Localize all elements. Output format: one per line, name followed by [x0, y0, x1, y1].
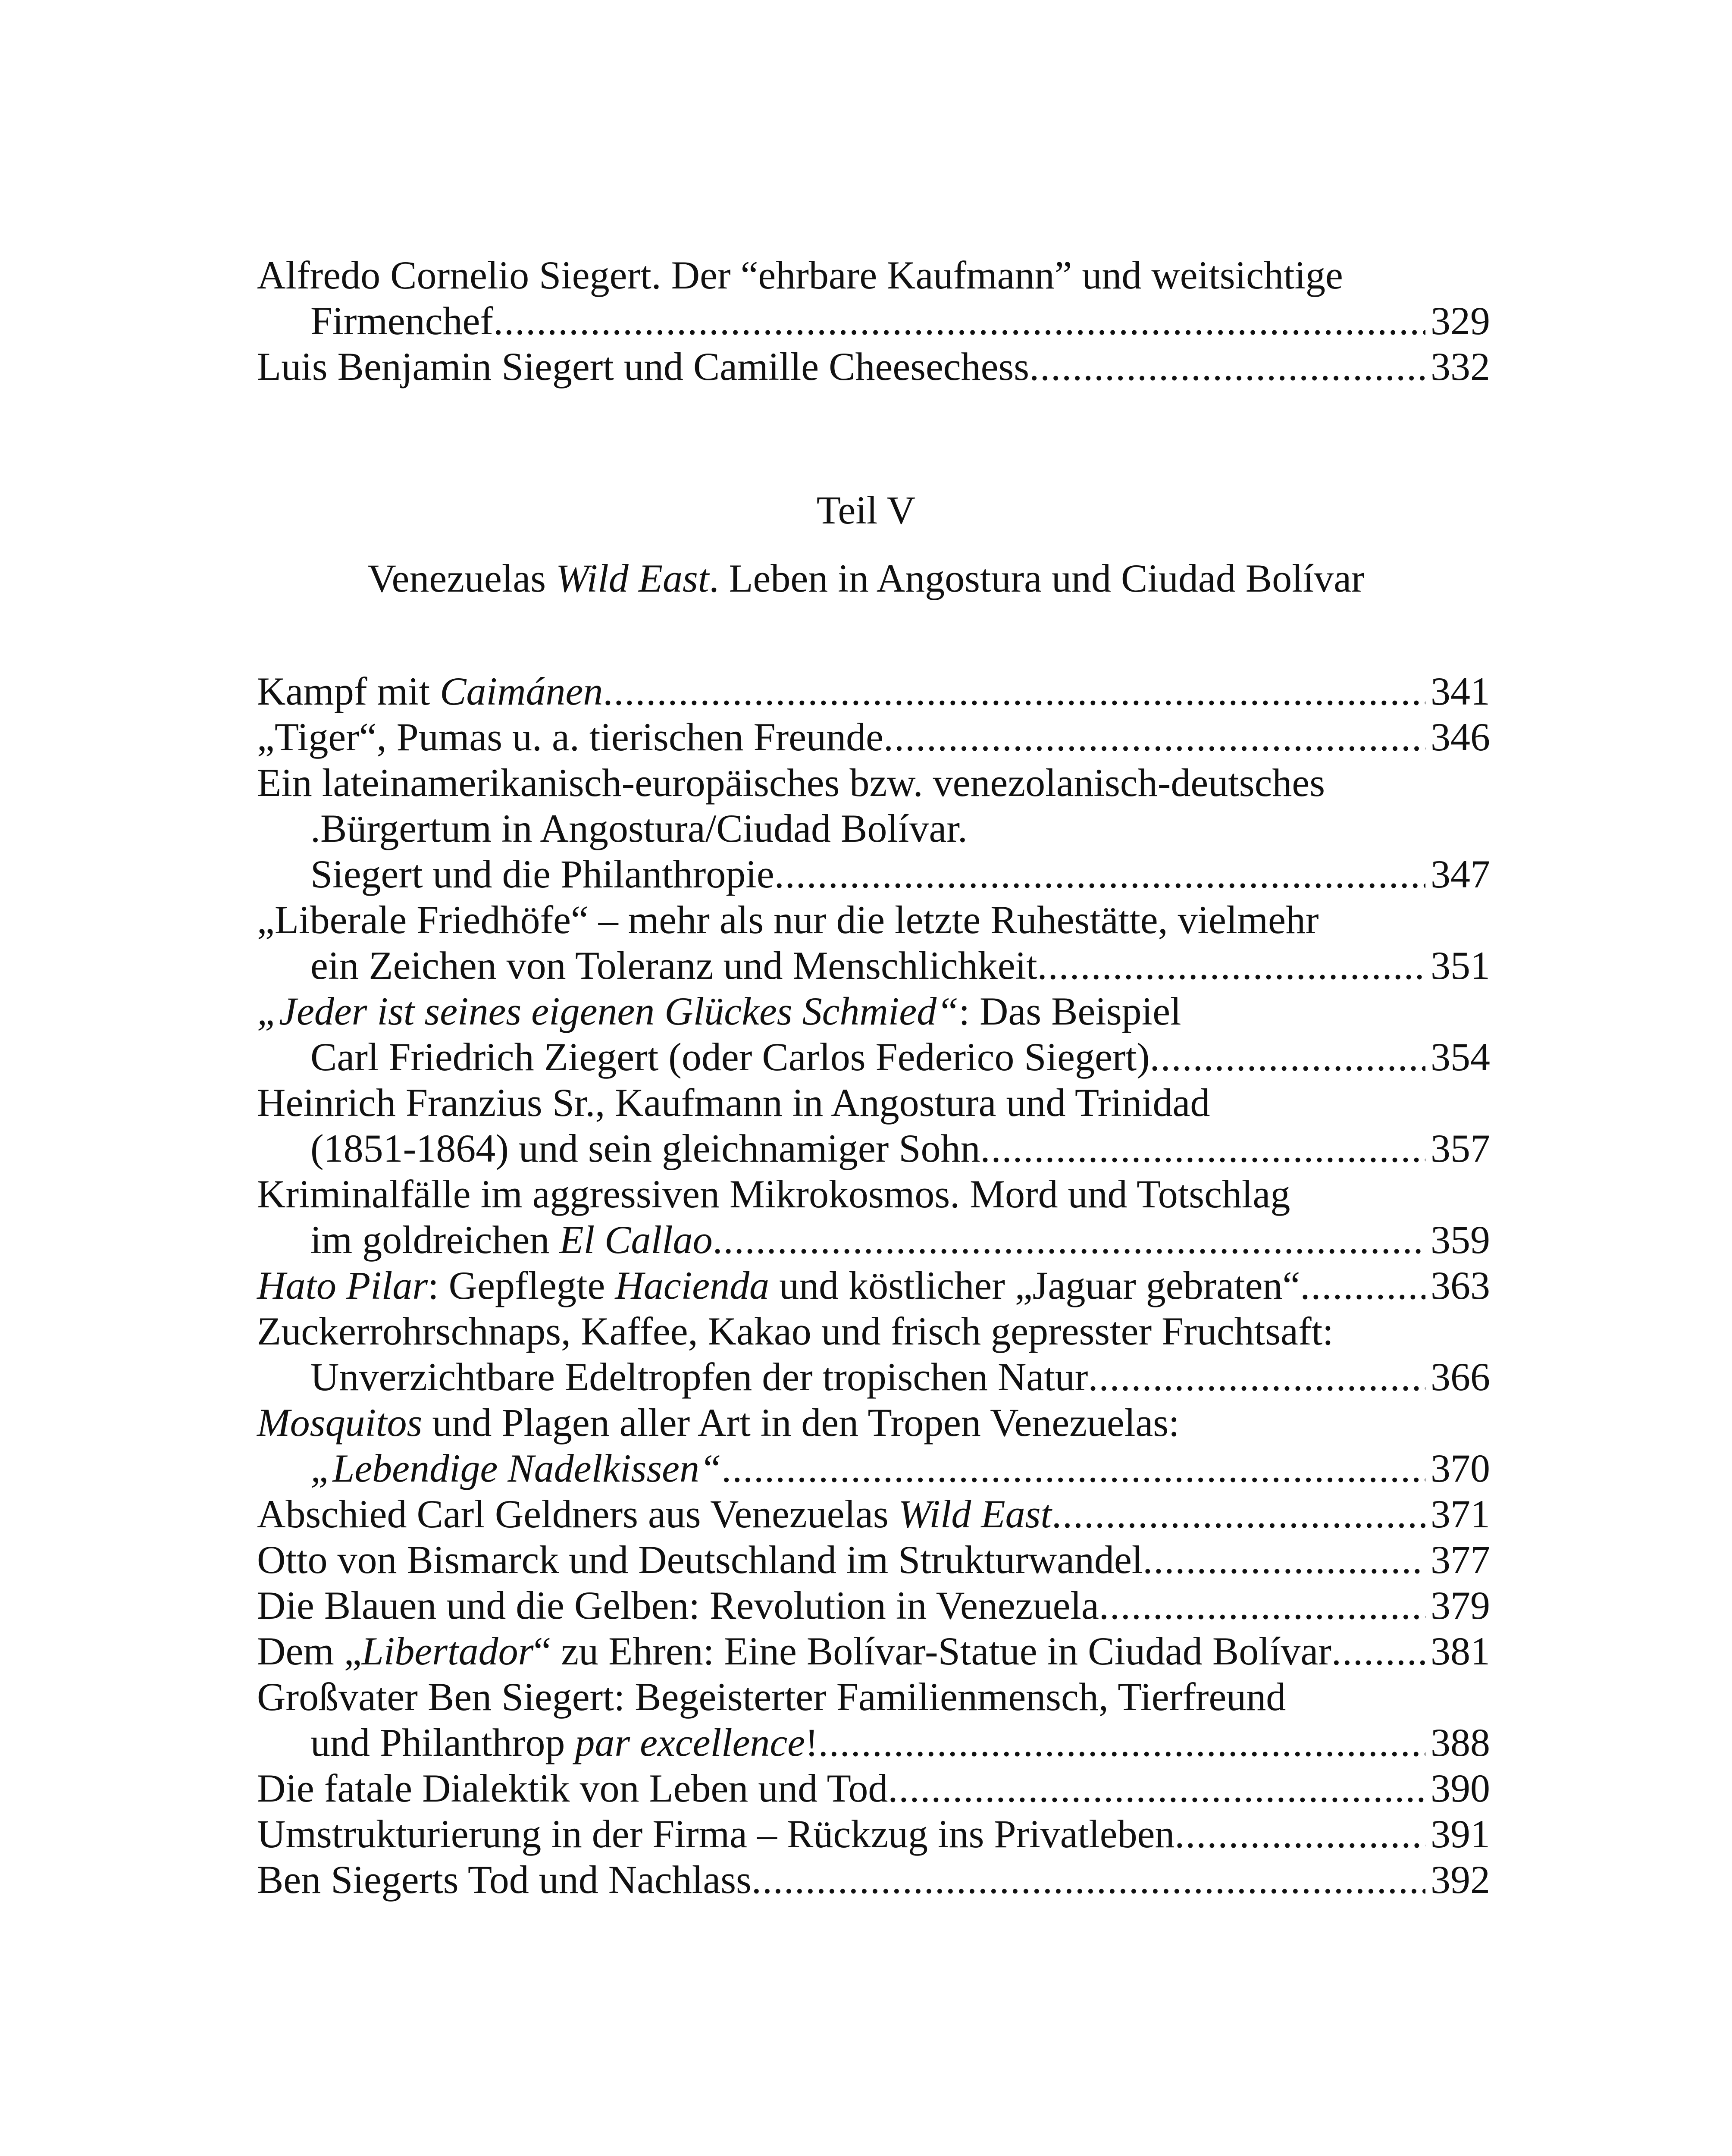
entry-text: Ben Siegerts Tod und Nachlass	[257, 1858, 752, 1902]
entry-text: ein Zeichen von Toleranz und Menschlichkeit	[310, 943, 1037, 987]
entry-text-italic: Libertador	[361, 1629, 534, 1673]
toc-entry-line	[257, 1080, 1490, 1125]
page-number: 351	[1431, 943, 1490, 987]
page-number: 354	[1431, 1035, 1490, 1079]
toc-entry[interactable]	[257, 1857, 1490, 1902]
entry-text-italic: Mosquitos	[257, 1401, 423, 1445]
entry-text-italic: par excellence	[575, 1720, 805, 1764]
toc-entry-line	[257, 1217, 1490, 1263]
page-number: 363	[1431, 1263, 1490, 1307]
page-number: 377	[1431, 1538, 1490, 1582]
toc-entry-title	[257, 1811, 1175, 1857]
toc-entry[interactable]	[257, 668, 1490, 714]
toc-entry[interactable]	[257, 897, 1490, 988]
toc-entry-line	[257, 298, 1490, 344]
entry-text: Ein lateinamerikanisch-europäisches bzw. venezolanisch-deutsches	[257, 761, 1325, 805]
toc-entry-line	[257, 1400, 1490, 1445]
toc-entry-line	[257, 1537, 1490, 1583]
toc-entry-line	[257, 1583, 1490, 1628]
entry-text: Kampf mit	[257, 669, 440, 713]
dot-leader	[980, 1125, 1426, 1171]
toc-entry[interactable]	[257, 1080, 1490, 1171]
toc-entry-line	[257, 943, 1490, 988]
dot-leader	[883, 714, 1425, 760]
dot-leader	[1175, 1811, 1425, 1857]
page-number: 347	[1431, 852, 1490, 896]
toc-entry-title	[257, 1491, 1052, 1537]
entry-text: Großvater Ben Siegert: Begeisterter Familienmensch, Tierfreund	[257, 1675, 1286, 1719]
toc-entry[interactable]	[257, 1674, 1490, 1765]
toc-entry-line	[257, 252, 1490, 298]
dot-leader	[1331, 1628, 1425, 1674]
entry-text: Die fatale Dialektik von Leben und Tod	[257, 1766, 888, 1810]
toc-entry-line	[257, 897, 1490, 943]
dot-leader	[721, 1445, 1425, 1491]
toc-top-section	[257, 252, 1490, 389]
entry-text: Luis Benjamin Siegert und Camille Cheesechess	[257, 345, 1030, 389]
toc-entry-line	[257, 344, 1490, 389]
toc-entry[interactable]	[257, 1537, 1490, 1583]
page-number: 391	[1431, 1812, 1490, 1856]
page-number: 379	[1431, 1583, 1490, 1627]
toc-entry-line	[257, 1171, 1490, 1217]
toc-entry-title	[310, 1720, 818, 1765]
toc-entry[interactable]	[257, 1491, 1490, 1537]
toc-entry-title	[257, 714, 883, 760]
entry-text: : Gepflegte	[428, 1263, 615, 1307]
toc-entry[interactable]	[257, 1171, 1490, 1263]
toc-entry-line	[257, 1263, 1490, 1308]
toc-entry-line	[257, 1354, 1490, 1400]
dot-leader	[774, 851, 1425, 897]
entry-text: !	[805, 1720, 818, 1764]
page-number: 357	[1431, 1126, 1490, 1170]
toc-entry-title	[310, 851, 774, 897]
toc-entry-title	[310, 1445, 721, 1491]
toc-entry-title	[257, 1537, 1143, 1583]
toc-entry-line	[257, 1445, 1490, 1491]
entry-text: Firmenchef	[310, 299, 494, 343]
dot-leader	[1052, 1491, 1425, 1537]
entry-text: Die Blauen und die Gelben: Revolution in Venezuela	[257, 1583, 1099, 1627]
entry-text: Otto von Bismarck und Deutschland im Strukturwandel	[257, 1538, 1143, 1582]
entry-text: im goldreichen	[310, 1218, 560, 1262]
toc-entry-title	[257, 1765, 888, 1811]
entry-text: und Philanthrop	[310, 1720, 575, 1764]
toc-entry[interactable]	[257, 1263, 1490, 1308]
toc-entry-title	[310, 1125, 980, 1171]
toc-entry-line	[257, 1034, 1490, 1080]
part-heading: Teil V	[816, 488, 916, 532]
subtitle-text: . Leben in Angostura und Ciudad Bolívar	[709, 556, 1365, 600]
toc-entry[interactable]	[257, 714, 1490, 760]
toc-entry[interactable]	[257, 988, 1490, 1080]
toc-entry[interactable]	[257, 344, 1490, 389]
page-number: 341	[1431, 669, 1490, 713]
toc-entry-line	[257, 1720, 1490, 1765]
toc-entry-title	[310, 298, 493, 344]
page-number: 329	[1431, 299, 1490, 343]
entry-text-italic: Caimánen	[440, 669, 603, 713]
page-number: 370	[1431, 1446, 1490, 1490]
toc-entry-title	[257, 1263, 1300, 1308]
toc-main-section	[257, 668, 1490, 1902]
dot-leader	[1037, 943, 1425, 988]
entry-text: Umstrukturierung in der Firma – Rückzug ins Privatleben	[257, 1812, 1175, 1856]
dot-leader	[1143, 1537, 1425, 1583]
dot-leader	[752, 1857, 1425, 1902]
entry-text: und Plagen aller Art in den Tropen Venezuelas:	[422, 1401, 1180, 1445]
toc-entry-line	[257, 805, 1490, 851]
toc-entry-title	[257, 1583, 1099, 1628]
toc-entry[interactable]	[257, 1308, 1490, 1400]
dot-leader	[603, 668, 1425, 714]
entry-text: Unverzichtbare Edeltropfen der tropischen Natur	[310, 1355, 1088, 1399]
entry-text: Carl Friedrich Ziegert (oder Carlos Federico Siegert)	[310, 1035, 1150, 1079]
dot-leader	[1088, 1354, 1425, 1400]
part-subtitle	[0, 555, 1732, 601]
dot-leader	[1029, 344, 1425, 389]
entry-text: Kriminalfälle im aggressiven Mikrokosmos. Mord und Totschlag	[257, 1172, 1290, 1216]
page-number: 366	[1431, 1355, 1490, 1399]
toc-entry-title	[310, 1034, 1150, 1080]
page-number: 332	[1431, 345, 1490, 389]
entry-text: Alfredo Cornelio Siegert. Der “ehrbare Kaufmann” und weitsichtige	[257, 253, 1343, 297]
entry-text: „Tiger“, Pumas u. a. tierischen Freunde	[257, 715, 883, 759]
entry-text: Zuckerrohrschnaps, Kaffee, Kakao und frisch gepresster Fruchtsaft:	[257, 1309, 1334, 1353]
toc-entry-line	[257, 988, 1490, 1034]
toc-entry-line	[257, 760, 1490, 805]
toc-entry-line	[257, 714, 1490, 760]
toc-entry[interactable]	[257, 1628, 1490, 1674]
entry-text-italic: „Jeder ist seines eigenen Glückes Schmied“	[257, 989, 959, 1033]
entry-text: „Liberale Friedhöfe“ – mehr als nur die letzte Ruhestätte, vielmehr	[257, 898, 1319, 942]
toc-entry-line	[257, 668, 1490, 714]
entry-text: (1851-1864) und sein gleichnamiger Sohn	[310, 1126, 980, 1170]
toc-entry-line	[257, 851, 1490, 897]
toc-entry-title	[257, 1857, 752, 1902]
page-number: 392	[1431, 1858, 1490, 1902]
toc-entry-line	[257, 1765, 1490, 1811]
entry-text: Dem „	[257, 1629, 362, 1673]
entry-text: “ zu Ehren: Eine Bolívar-Statue in Ciudad Bolívar	[533, 1629, 1331, 1673]
entry-text: .Bürgertum in Angostura/Ciudad Bolívar.	[310, 806, 968, 850]
entry-text: Abschied Carl Geldners aus Venezuelas	[257, 1492, 899, 1536]
toc-entry[interactable]	[257, 1400, 1490, 1491]
page-number: 371	[1431, 1492, 1490, 1536]
entry-text-italic: Hacienda	[615, 1263, 770, 1307]
toc-entry-line	[257, 1628, 1490, 1674]
dot-leader	[818, 1720, 1425, 1765]
toc-entry-line	[257, 1491, 1490, 1537]
page-number: 346	[1431, 715, 1490, 759]
dot-leader	[713, 1217, 1425, 1263]
toc-entry[interactable]	[257, 1811, 1490, 1857]
entry-text: Siegert und die Philanthropie	[310, 852, 774, 896]
subtitle-text-italic: Wild East	[556, 556, 709, 600]
toc-entry-title	[257, 1628, 1331, 1674]
toc-entry-title	[310, 1217, 713, 1263]
entry-text: Heinrich Franzius Sr., Kaufmann in Angostura und Trinidad	[257, 1081, 1210, 1125]
toc-entry[interactable]	[257, 760, 1490, 897]
toc-entry-line	[257, 1674, 1490, 1720]
toc-entry-title	[257, 668, 603, 714]
page-number: 359	[1431, 1218, 1490, 1262]
toc-entry-line	[257, 1857, 1490, 1902]
dot-leader	[493, 298, 1425, 344]
dot-leader	[1099, 1583, 1425, 1628]
entry-text-italic: El Callao	[559, 1218, 713, 1262]
entry-text-italic: Wild East	[898, 1492, 1052, 1536]
toc-entry-line	[257, 1125, 1490, 1171]
toc-entry-title	[310, 943, 1037, 988]
subtitle-text: Venezuelas	[367, 556, 556, 600]
toc-entry-line	[257, 1811, 1490, 1857]
entry-text-italic: Hato Pilar	[257, 1263, 428, 1307]
toc-entry[interactable]	[257, 1583, 1490, 1628]
entry-text: : Das Beispiel	[958, 989, 1181, 1033]
page-number: 390	[1431, 1766, 1490, 1810]
dot-leader	[1300, 1263, 1425, 1308]
toc-entry[interactable]	[257, 1765, 1490, 1811]
page-number: 381	[1431, 1629, 1490, 1673]
toc-entry[interactable]	[257, 252, 1490, 344]
toc-entry-title	[257, 344, 1029, 389]
dot-leader	[888, 1765, 1425, 1811]
toc-entry-line	[257, 1308, 1490, 1354]
dot-leader	[1150, 1034, 1425, 1080]
page-number: 388	[1431, 1720, 1490, 1764]
entry-text-italic: „Lebendige Nadelkissen“	[310, 1446, 722, 1490]
entry-text: und köstlicher „Jaguar gebraten“	[769, 1263, 1300, 1307]
toc-entry-title	[310, 1354, 1088, 1400]
